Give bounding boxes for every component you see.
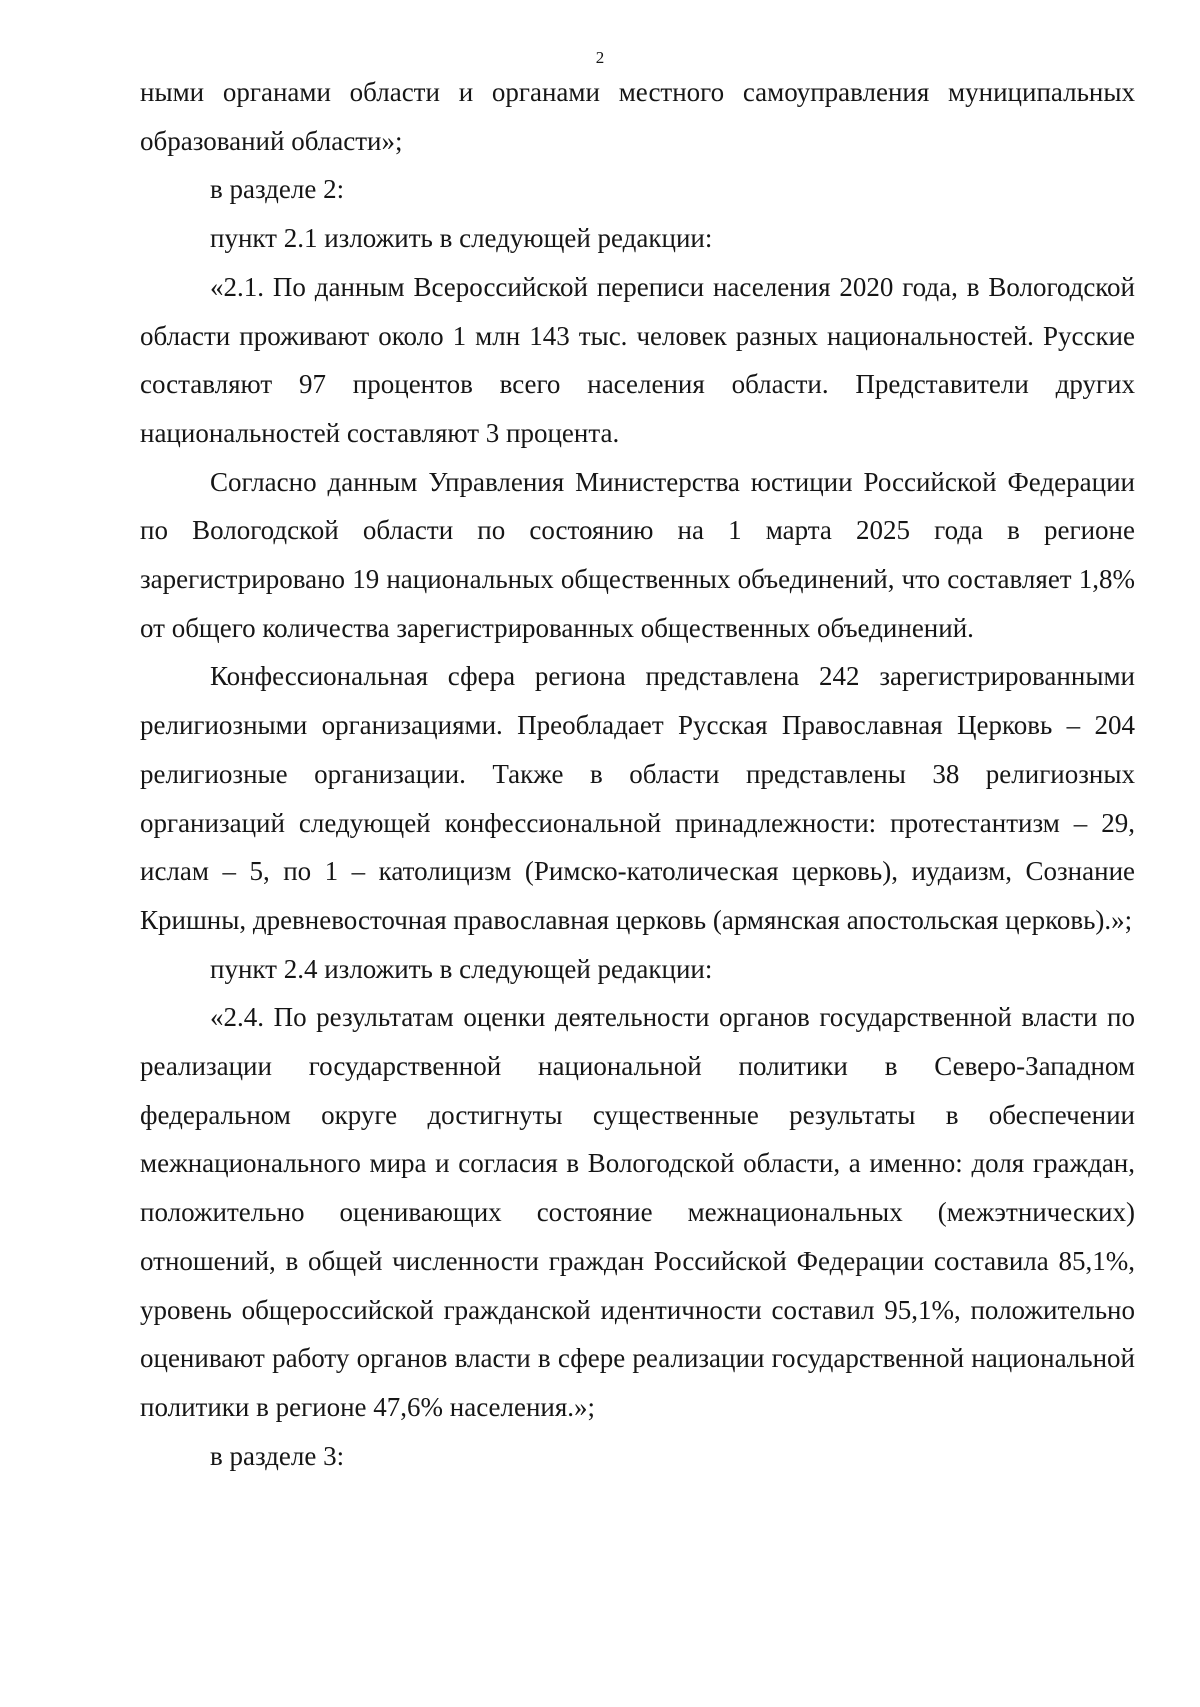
paragraph-item-2-1-intro: пункт 2.1 изложить в следующей редакции:: [210, 223, 713, 254]
paragraph-census: «2.1. По данным Всероссийской переписи населения 2020 года, в Вологодской области проживают около 1 млн 143 тыс. человек разных национальностей. Русские составляют 97 процентов всего населения области. Представители других национальностей составляют 3 процента.: [140, 271, 1135, 448]
document-body: [140, 68, 1135, 1480]
page-number: 2: [595, 48, 605, 67]
paragraph-confessions: Конфессиональная сфера региона представлена 242 зарегистрированными религиозными организациями. Преобладает Русская Православная Церковь – 204 религиозные организации. Также в области представлены 38 религиозных организаций следующей конфессиональной принадлежности: протестантизм – 29, ислам – 5, по 1 – католицизм (Римско-католическая церковь), иудаизм, Сознание Кришны, древневосточная православная церковь (армянская апостольская церковь).»;: [140, 661, 1135, 935]
paragraph-item-2-4-intro: пункт 2.4 изложить в следующей редакции:: [210, 953, 713, 984]
paragraph-section-2-heading: в разделе 2:: [210, 174, 345, 205]
paragraph-continuation: ными органами области и органами местного самоуправления муниципальных образований области»;: [140, 77, 1135, 156]
paragraph-assessment: «2.4. По результатам оценки деятельности органов государственной власти по реализации государственной национальной политики в Северо-Западном федеральном округе достигнуты существенные результаты в обеспечении межнационального мира и согласия в Вологодской области, а именно: доля граждан, положительно оценивающих состояние межнациональных (межэтнических) отношений, в общей численности граждан Российской Федерации составила 85,1%, уровень общероссийской гражданской идентичности составил 95,1%, положительно оценивают работу органов власти в сфере реализации государственной национальной политики в регионе 47,6% населения.»;: [140, 1002, 1135, 1422]
paragraph-associations: Согласно данным Управления Министерства юстиции Российской Федерации по Вологодской области по состоянию на 1 марта 2025 года в регионе зарегистрировано 19 национальных общественных объединений, что составляет 1,8% от общего количества зарегистрированных общественных объединений.: [140, 466, 1135, 643]
paragraph-section-3-heading: в разделе 3:: [210, 1440, 345, 1471]
